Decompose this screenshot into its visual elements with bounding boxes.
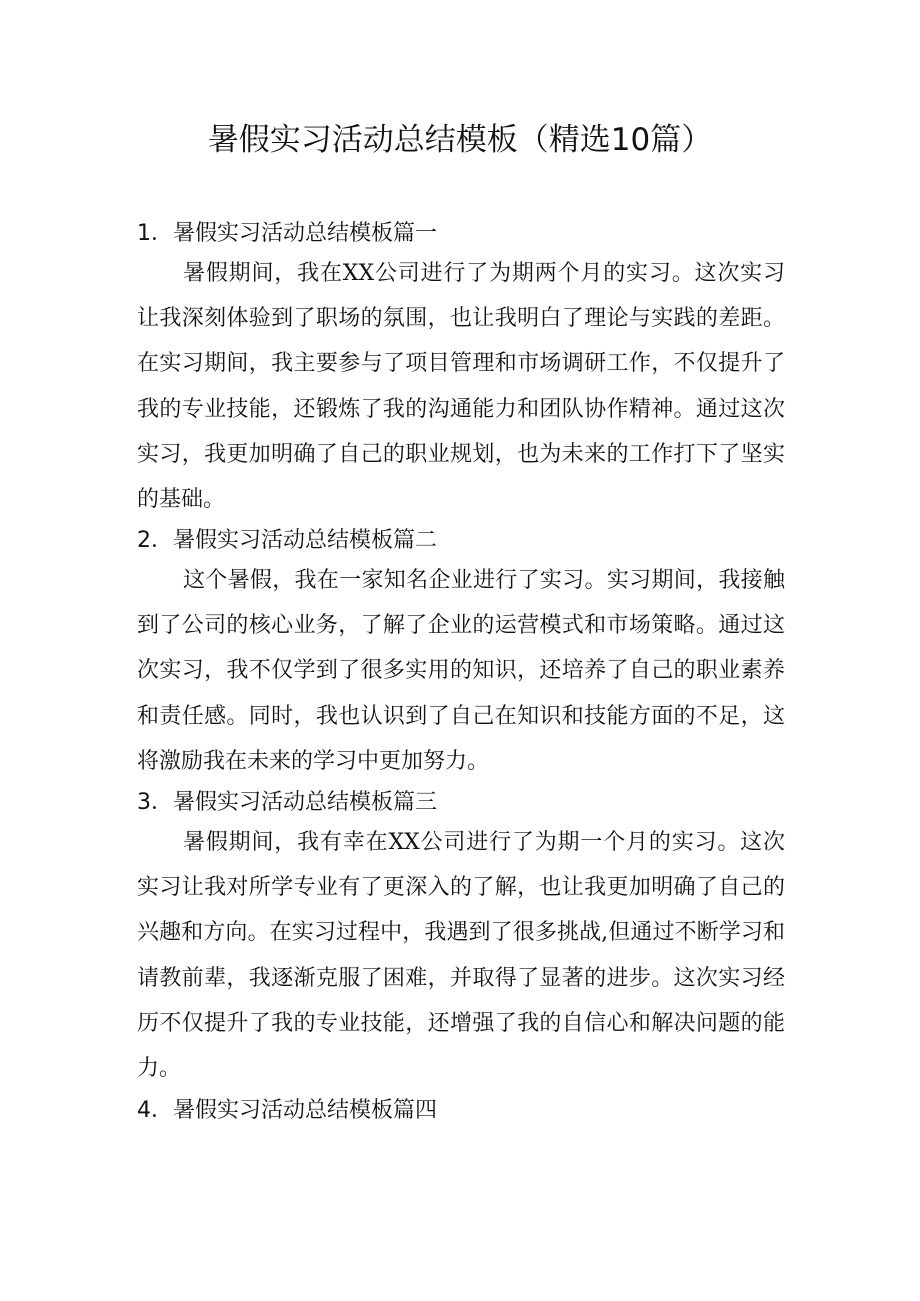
section-paragraph-3: 暑假期间，我有幸在XX公司进行了为期一个月的实习。这次实习让我对所学专业有了更深入的了解，也让我更加明确了自己的兴趣和方向。在实习过程中，我遇到了很多挑战,但通过不断学习和请教前辈，我逐渐克服了困难，并取得了显著的进步。这次实习经历不仅提升了我的专业技能，还增强了我的自信心和解决问题的能力。 xyxy=(137,830,785,1082)
section-paragraph-2: 这个暑假，我在一家知名企业进行了实习。实习期间，我接触到了公司的核心业务，了解了企业的运营模式和市场策略。通过这次实习，我不仅学到了很多实用的知识，还培养了自己的职业素养和责任感。同时，我也认识到了自己在知识和技能方面的不足，这将激励我在未来的学习中更加努力。 xyxy=(137,568,785,774)
section-heading-2: 2．暑假实习活动总结模板篇二 xyxy=(137,528,437,553)
section-heading-1: 1．暑假实习活动总结模板篇一 xyxy=(137,221,437,246)
section-heading-4: 4．暑假实习活动总结模板篇四 xyxy=(137,1098,437,1123)
section-paragraph-1: 暑假期间，我在XX公司进行了为期两个月的实习。这次实习让我深刻体验到了职场的氛围，也让我明白了理论与实践的差距。在实习期间，我主要参与了项目管理和市场调研工作，不仅提升了我的专业技能，还锻炼了我的沟通能力和团队协作精神。通过这次实习，我更加明确了自己的职业规划，也为未来的工作打下了坚实的基础。 xyxy=(137,261,785,513)
section-heading-3: 3．暑假实习活动总结模板篇三 xyxy=(137,790,437,815)
document-title: 暑假实习活动总结模板（精选10篇） xyxy=(207,122,713,158)
